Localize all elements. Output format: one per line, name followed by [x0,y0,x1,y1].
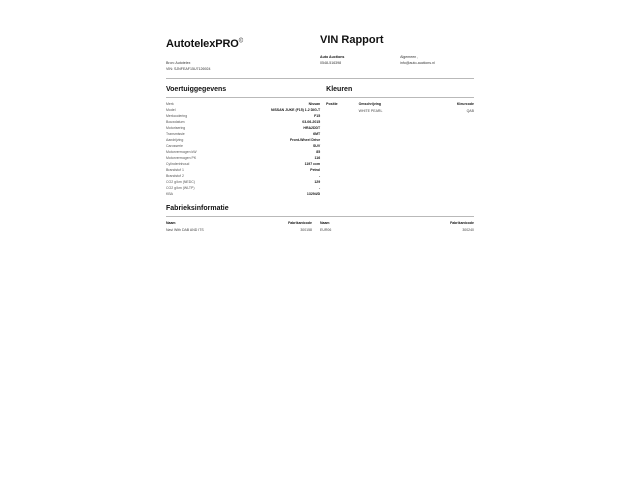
auction-right [400,55,474,66]
manufacturer-divider [166,216,474,217]
table-row [320,227,474,233]
row-label: Motorvermogen kW [166,149,197,154]
table-row [326,108,474,114]
header-right [320,34,474,66]
manufacturer-columns [166,221,474,233]
row-label: Merkcodering [166,114,188,119]
report-content [166,34,474,233]
cell-naam: EUR06 [320,227,332,232]
section-vehicle-title: Voertuiggegevens [166,86,227,94]
manufacturer-right [320,221,474,233]
cell-positie [326,108,359,114]
manufacturer-header-code: Fabrikantcode [450,221,474,226]
cell-code: 300158 [300,227,312,232]
manufacturer-table-left [166,221,312,233]
auction-phone: 0548-516398 [320,60,342,65]
cell-naam: Navi With DAB AND ITS [166,227,204,232]
brand-name: AutotelexPRO [166,38,239,50]
cell-omschrijving: WHITE PEARL [358,108,383,113]
section-colors-title: Kleuren [326,86,353,94]
table-row [166,227,312,233]
header-divider [166,78,474,79]
body-columns [166,102,474,197]
auction-email: info@auto-auctions.nl [400,60,435,65]
section-titles [166,86,474,93]
manufacturer-table-right [320,221,474,233]
source-line: Bron: Autotelex [166,61,191,65]
row-value: NISSAN JUKE (F15) 1.2 DIG-T [270,108,321,113]
header-left [166,34,320,72]
row-value: Petrol [310,167,321,172]
row-value: 03-06-2015 [302,120,321,125]
vin-line: VIN: SJNFEAF15U7126924 [166,66,211,71]
colors-header-omschrijving: Omschrijving [358,102,382,107]
section-vehicle-title-wrap [166,86,326,93]
manufacturer-section [166,205,474,233]
section-colors-title-wrap [326,86,474,93]
row-label: Motorisering [166,126,186,131]
row-value: Front-Wheel Drive [290,138,321,143]
row-label: Motorvermogen PK [166,155,197,160]
page-title: VIN Rapport [320,34,384,46]
row-value: SUV [312,144,321,149]
manufacturer-header-code: Fabrikantcode [288,221,312,226]
colors-header-kleurcode: Kleurcode [456,102,474,107]
report-header [166,34,474,72]
row-value: 13294/D [306,191,321,196]
source-meta [166,61,320,72]
row-label: Transmissie [166,132,185,137]
cell-code: 300240 [462,227,474,232]
auction-name: Auto Auctions [320,55,345,59]
row-value: 116 [314,155,321,160]
row-value: F15 [314,114,321,119]
row-value: 1197 ccm [304,161,321,166]
row-value: HRA2DDT [303,126,321,131]
row-label: KBA [166,191,174,196]
section-divider [166,97,474,98]
colors-column [326,102,474,197]
vehicle-table [166,102,320,197]
row-label: Bouwdatum [166,120,185,125]
row-label: Brandstof 2 [166,173,184,178]
row-label: Aandrijving [166,138,184,143]
manufacturer-header-naam: Naam [320,221,330,226]
row-value: - [318,173,321,178]
brand-logo [166,38,243,50]
row-label: Merk [166,102,174,107]
row-value: - [318,185,321,190]
row-value: 6MT [313,132,321,137]
manufacturer-header-naam: Naam [166,221,176,226]
copyright-icon: © [238,38,244,45]
colors-header-positie: Positie [326,102,338,107]
section-manufacturer-title: Fabrieksinformatie [166,205,229,213]
row-value: 85 [316,149,321,154]
row-label: CO2 g/km (WLTP) [166,185,195,190]
report-sheet [160,20,480,460]
row-label: Model [166,108,176,113]
row-label: Carosserie [166,144,183,149]
auction-left [320,55,400,66]
row-value: Nissan [308,102,321,107]
vehicle-data-column [166,102,326,197]
auction-contact: Algemeen , [400,55,419,59]
row-value: 129 [314,179,321,184]
colors-table [326,102,474,114]
table-row [166,191,320,197]
cell-kleurcode: QAB [466,108,474,113]
row-label: Cylinderinhoud [166,161,190,166]
row-label: CO2 g/km (NEDC) [166,179,195,184]
manufacturer-left [166,221,320,233]
auction-block [320,55,474,66]
row-label: Brandstof 1 [166,167,184,172]
